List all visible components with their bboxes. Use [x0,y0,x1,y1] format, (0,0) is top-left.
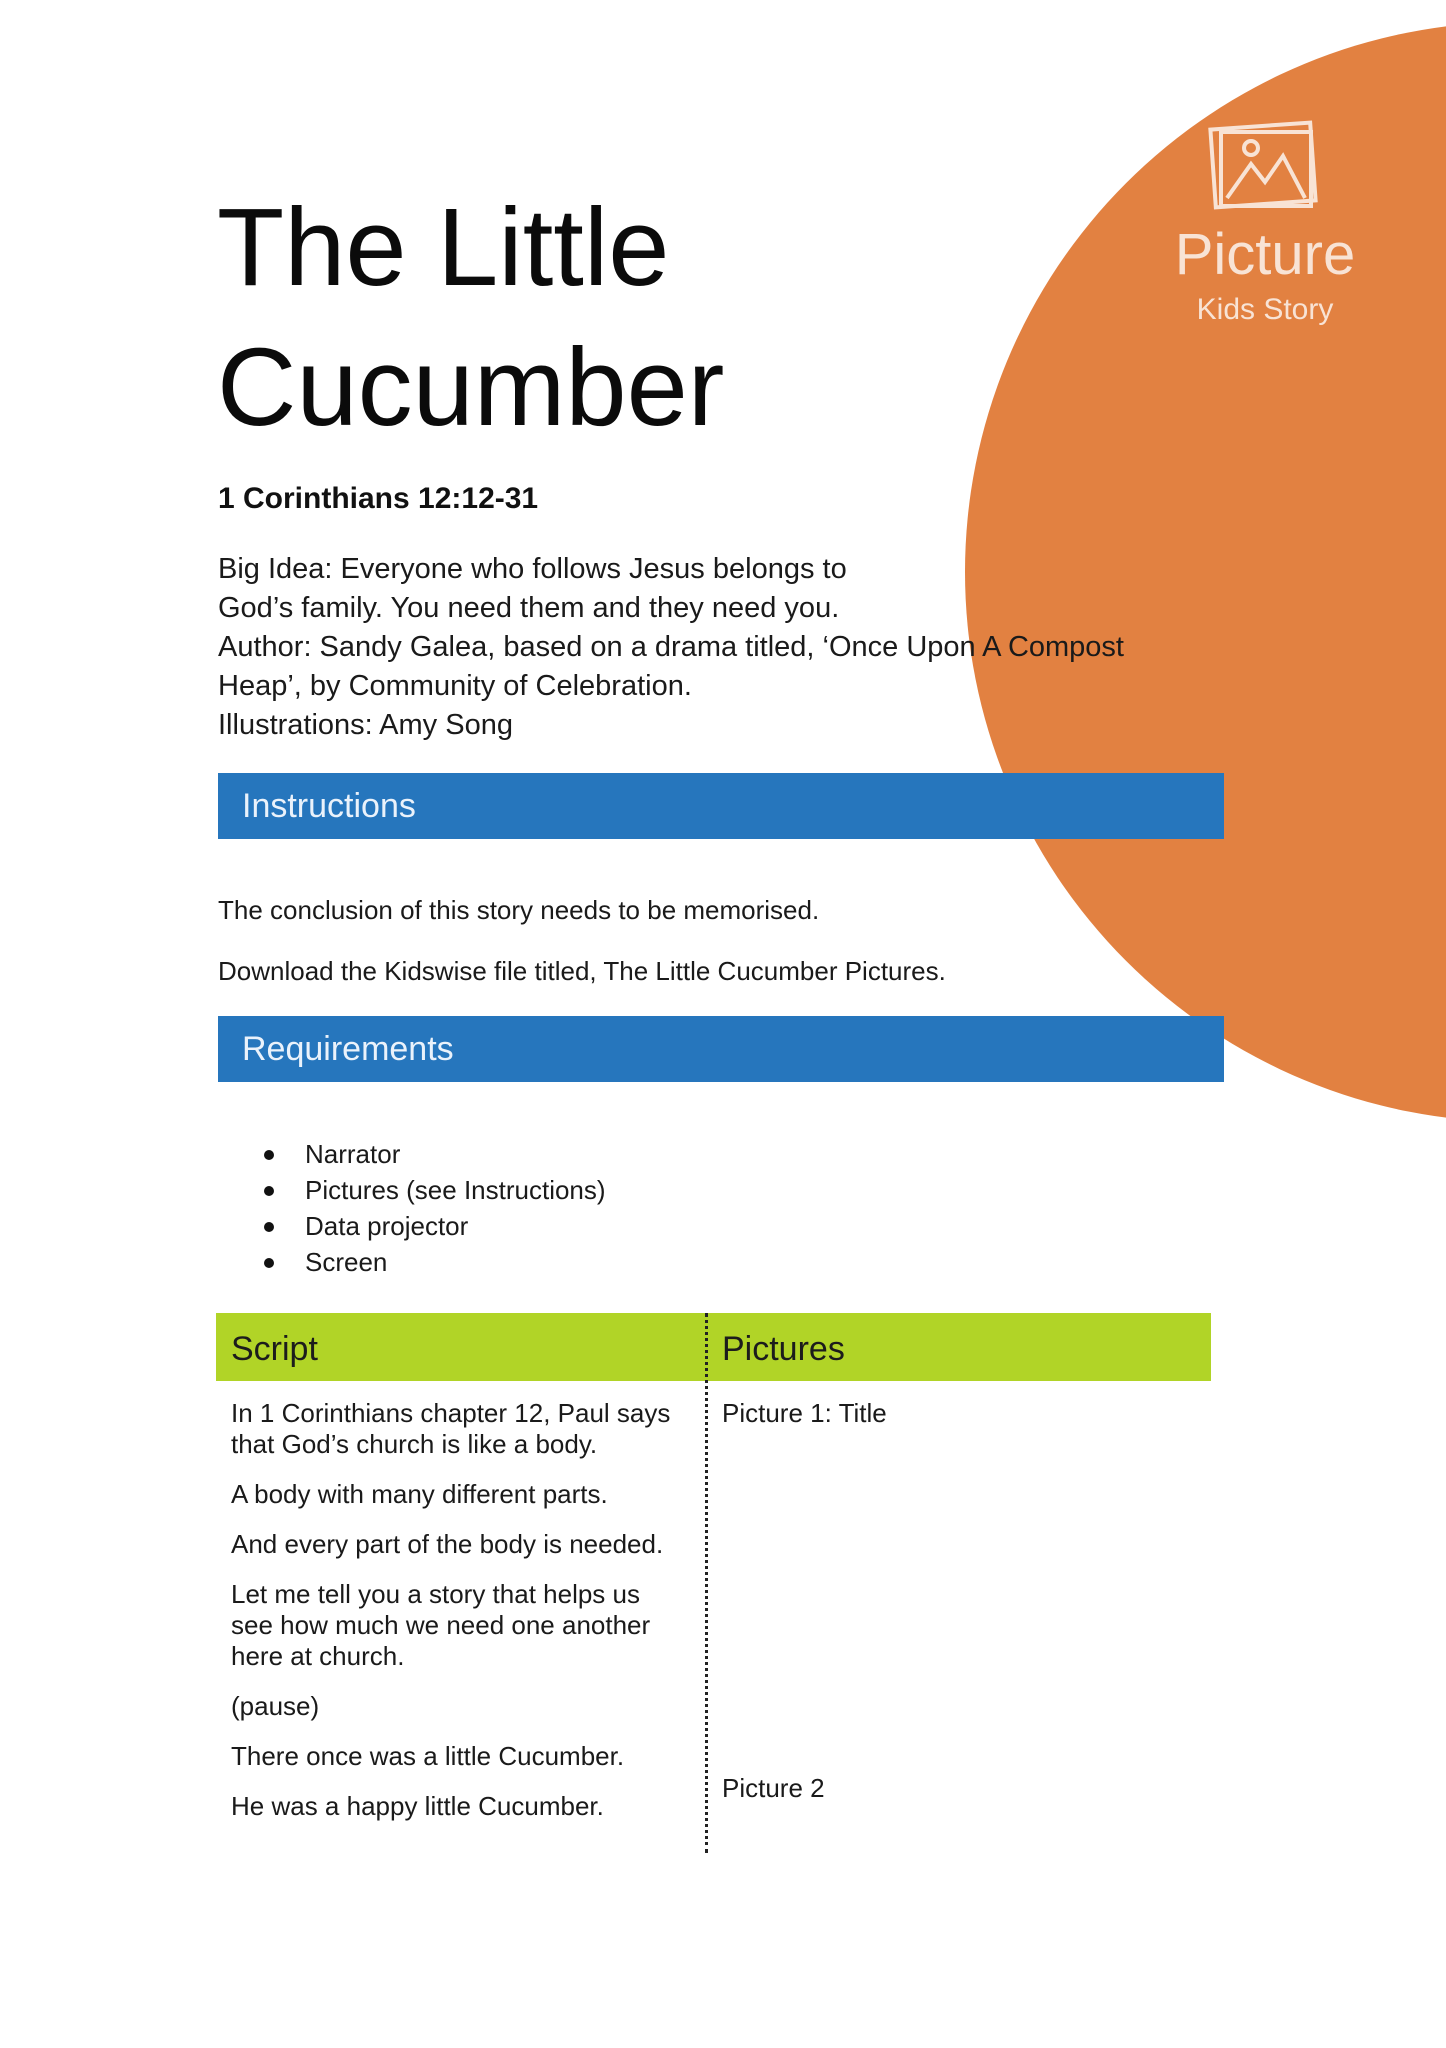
requirements-heading: Requirements [242,1030,454,1068]
script-line: (pause) [231,1691,320,1721]
instructions-heading: Instructions [242,787,416,825]
intro-line: Illustrations: Amy Song [218,709,513,741]
intro-block [218,550,1218,745]
badge-subtitle: Kids Story [1196,293,1334,326]
requirements-heading-bar [218,1016,1224,1082]
column-header-pictures: Pictures [722,1330,845,1368]
scripture-reference: 1 Corinthians 12:12-31 [218,482,539,515]
intro-line: God’s family. You need them and they need you. [218,592,840,624]
list-item: Narrator [260,1136,606,1172]
script-line: A body with many different parts. [231,1479,608,1509]
column-divider [705,1313,708,1853]
picture-cue: Picture 2 [722,1773,825,1803]
intro-line: Heap’, by Community of Celebration. [218,670,692,702]
list-item: Data projector [260,1208,606,1244]
script-line: In 1 Corinthians chapter 12, Paul says that God’s church is like a body. [231,1398,671,1459]
badge-title: Picture [1174,222,1356,287]
script-line: And every part of the body is needed. [231,1529,664,1559]
column-header-script: Script [231,1330,318,1368]
photo-gallery-icon [1203,118,1327,218]
script-line: There once was a little Cucumber. [231,1741,625,1771]
script-line: He was a happy little Cucumber. [231,1791,604,1821]
instructions-paragraph: Download the Kidswise file titled, The Little Cucumber Pictures. [218,956,946,986]
requirements-list [260,1136,606,1280]
script-column [231,1398,686,1841]
intro-line: Big Idea: Everyone who follows Jesus belongs to [218,553,847,585]
script-line: Let me tell you a story that helps us see how much we need one another here at church. [231,1579,651,1671]
title-line: Cucumber [217,326,725,449]
title-line: The Little [217,186,670,309]
instructions-heading-bar [218,773,1224,839]
list-item: Pictures (see Instructions) [260,1172,606,1208]
list-item: Screen [260,1244,606,1280]
intro-line: Author: Sandy Galea, based on a drama titled, ‘Once Upon A Compost [218,631,1124,663]
page-title [217,178,917,458]
instructions-paragraph: The conclusion of this story needs to be memorised. [218,895,820,925]
script-table-header [216,1313,1211,1381]
picture-cue: Picture 1: Title [722,1398,887,1428]
